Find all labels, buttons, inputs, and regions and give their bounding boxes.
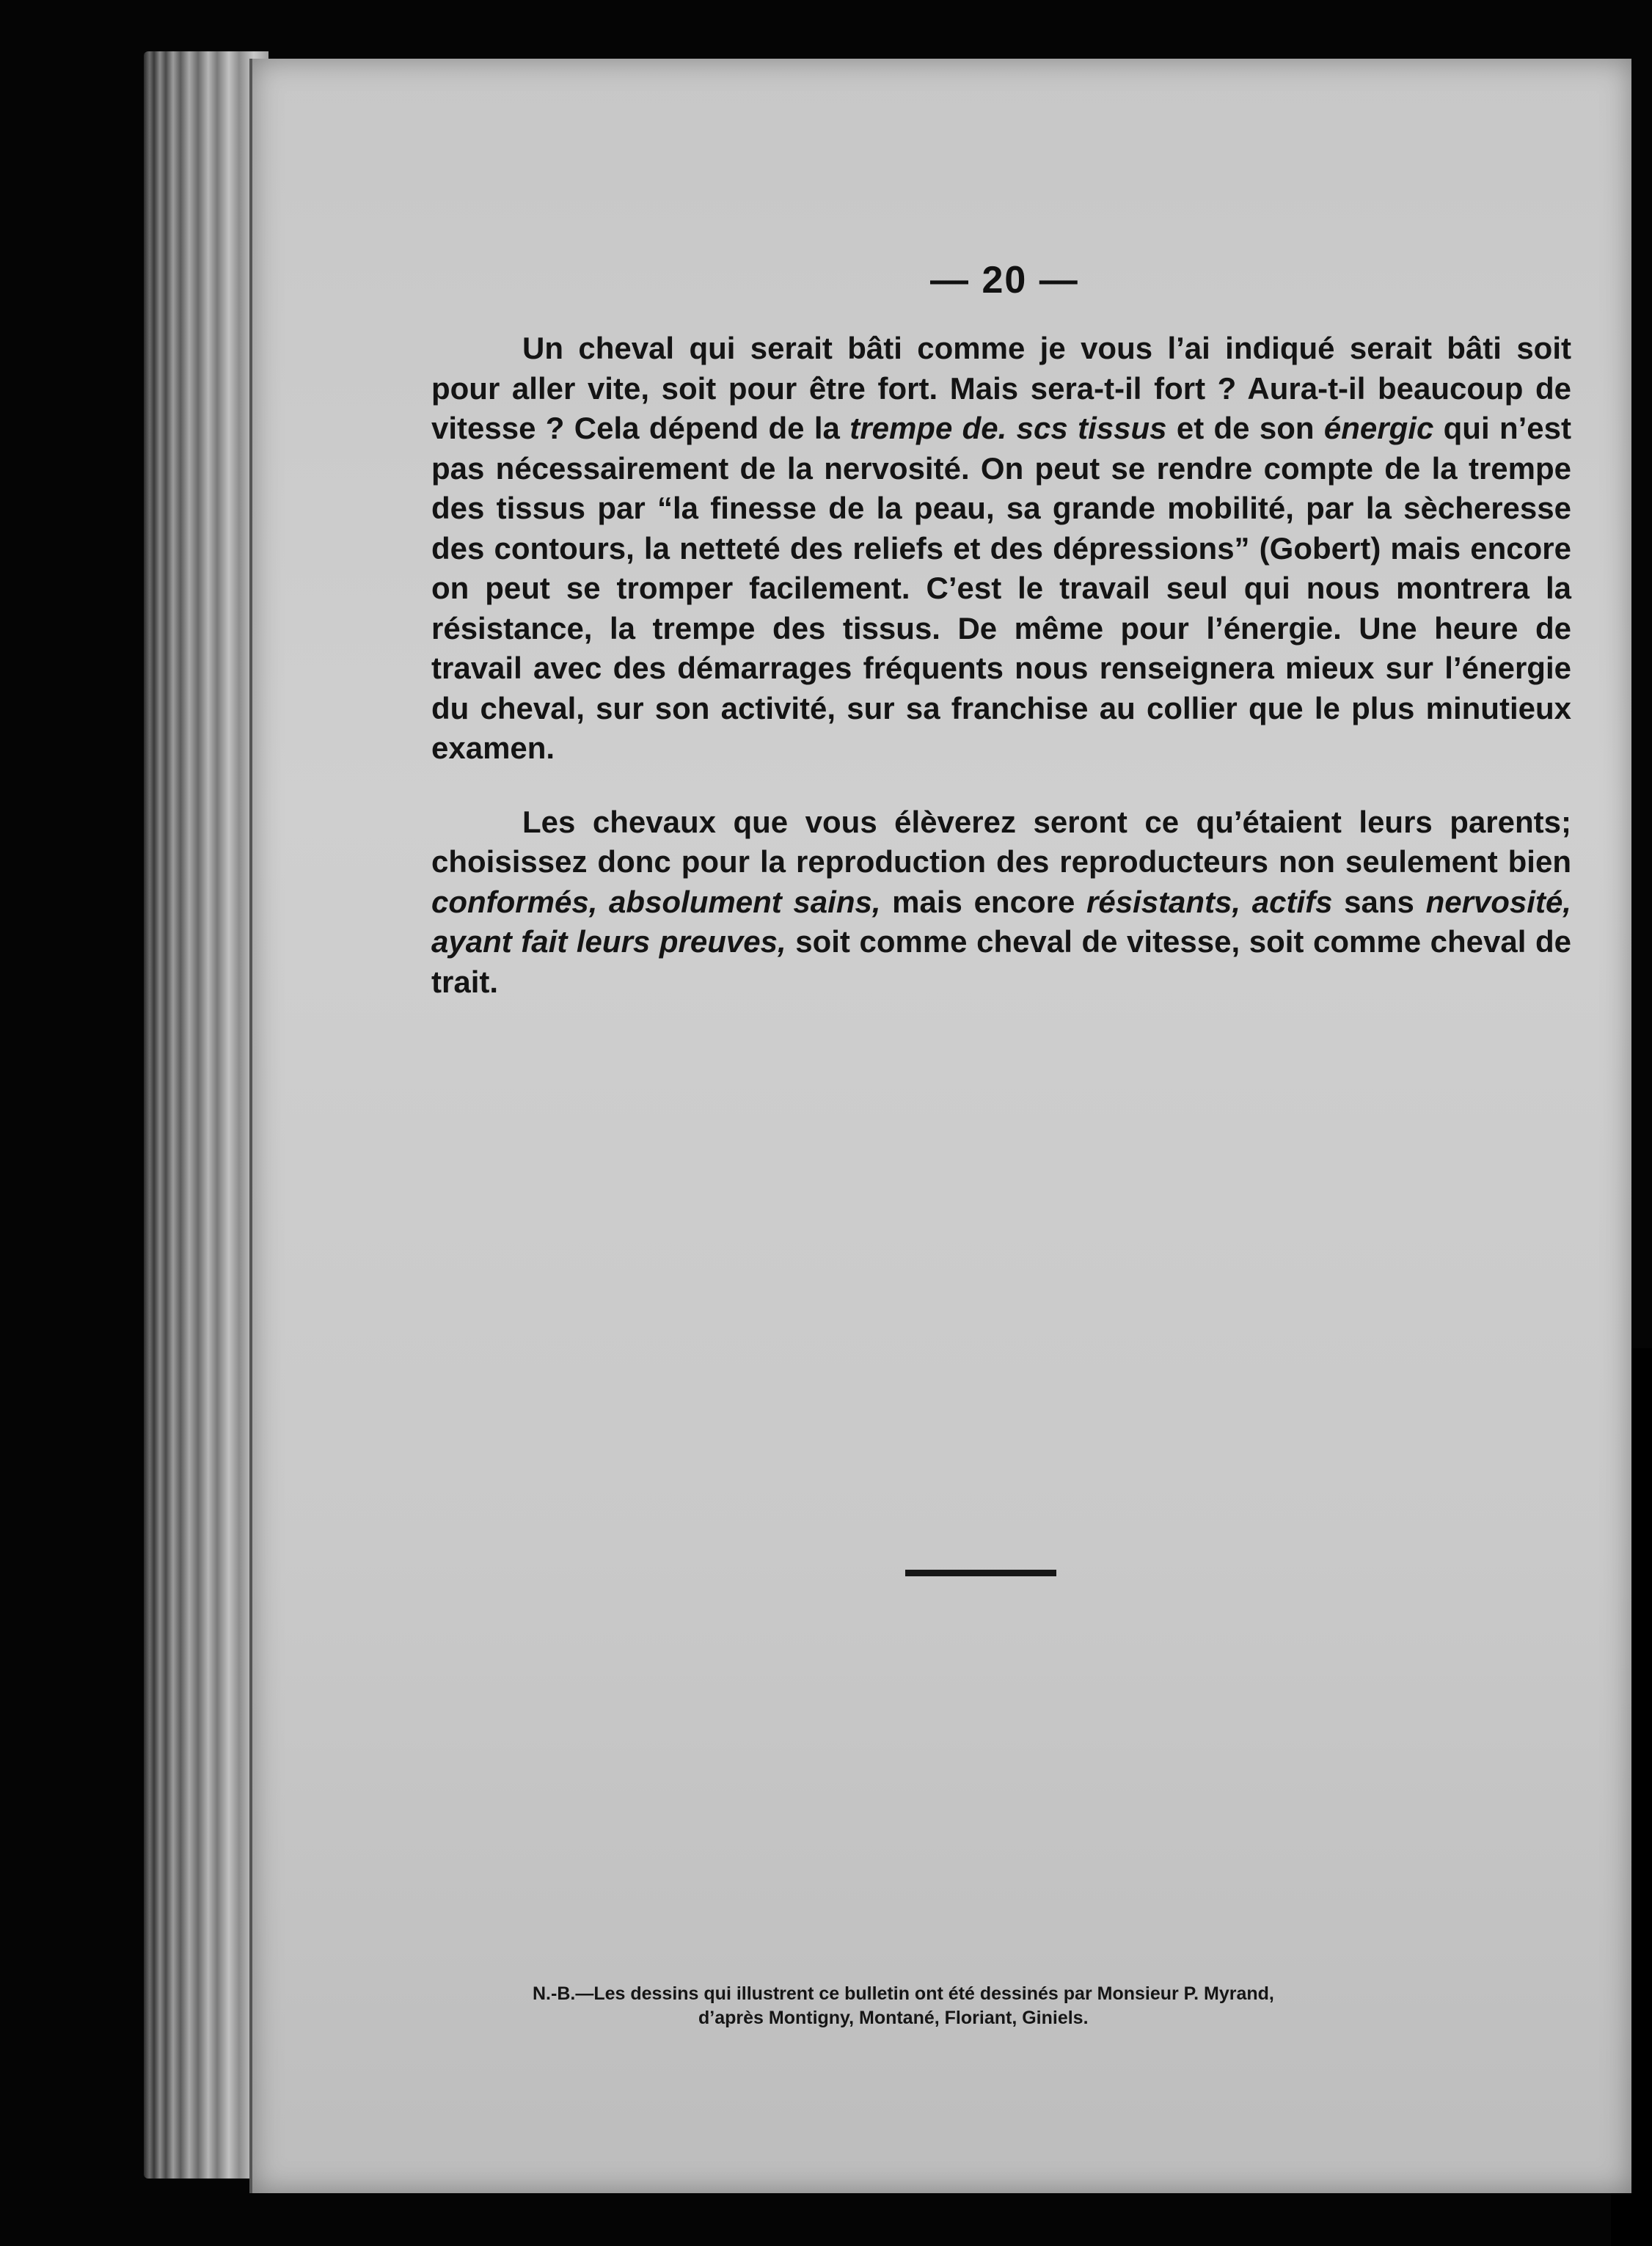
paragraph-2-italic-run: conformés, absolument sains,	[431, 884, 881, 919]
footnote	[533, 1982, 1442, 2030]
paragraph-1-italic-run: énergic	[1323, 411, 1434, 445]
paragraph-2-run: mais encore	[880, 884, 1086, 919]
paragraph-1	[431, 329, 1571, 769]
paragraph-2-run: sans	[1332, 884, 1426, 919]
page-number: — 20 —	[930, 259, 1079, 301]
paragraph-2-run: Les chevaux que vous élèverez seront ce qu’étaient leurs parents; choisissez donc pour la reproduction des reproducteurs non seulement bien	[431, 804, 1571, 879]
footnote-line-1: N.-B.—Les dessins qui illustrent ce bulletin ont été dessinés par Monsieur P. Myrand,	[533, 1983, 1274, 2004]
paragraph-2	[431, 802, 1571, 1003]
paragraph-2-run: soit comme cheval de vitesse, soit comme cheval de trait.	[431, 924, 1572, 999]
section-divider	[905, 1570, 1056, 1576]
footnote-line-2: d’après Montigny, Montané, Floriant, Giniels.	[698, 2008, 1089, 2028]
paragraph-1-run: et de son	[1166, 411, 1324, 445]
paragraph-1-italic-run: trempe de. scs tissus	[849, 411, 1167, 445]
body-text	[431, 329, 1571, 1002]
paragraph-2-italic-run: résistants, actifs	[1086, 884, 1333, 919]
paragraph-2-italic-run: nervosité, ayant fait leurs preuves,	[431, 884, 1571, 959]
paragraph-1-run: Un cheval qui serait bâti comme je vous l’ai indiqué serait bâti soit pour aller vite, soit pour être fort. Mais sera-t-il fort ? Aura-t-il beaucoup de vitesse ? Cela dépend de la	[431, 331, 1571, 445]
paragraph-1-run: qui n’est pas nécessairement de la nervosité. On peut se rendre compte de la trempe des tissus par “la finesse de la peau, sa grande mobilité, par la sècheresse des contours, la netteté des reliefs et des dépressions” (Gobert) mais encore on peut se tromper facilement. C’est le travail seul qui nous montrera la résistance, la trempe des tissus. De même pour l’énergie. Une heure de travail avec des démarrages fréquents nous renseignera mieux sur l’énergie du cheval, sur son activité, sur sa franchise au collier que le plus minutieux examen.	[431, 411, 1572, 765]
